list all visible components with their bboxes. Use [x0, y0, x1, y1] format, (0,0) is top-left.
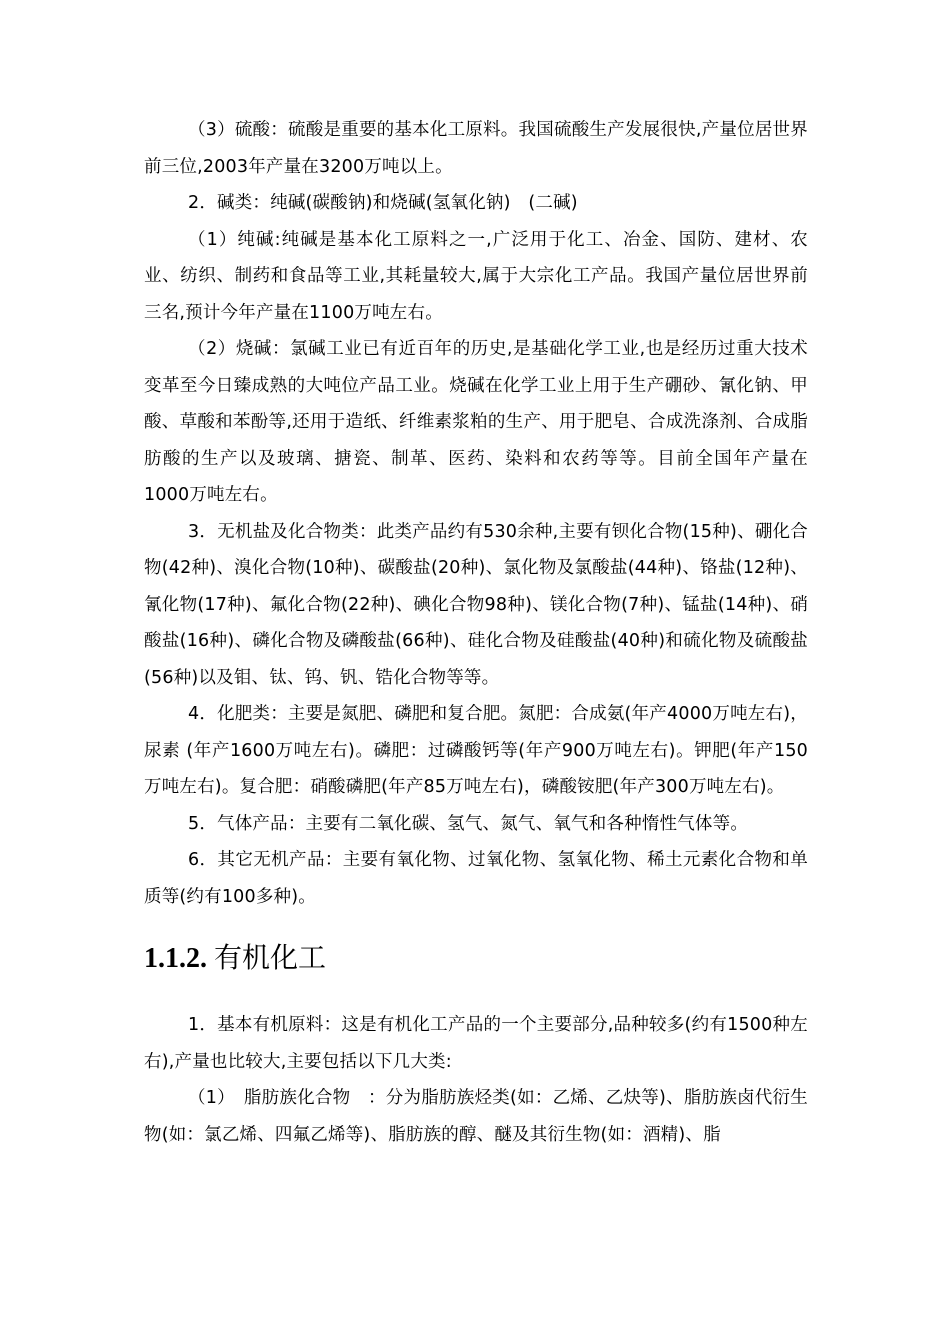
paragraph-inorganic-salts: 3．无机盐及化合物类：此类产品约有530余种,主要有钡化合物(15种)、硼化合物(42种)、溴化合物(10种)、碳酸盐(20种)、氯化物及氯酸盐(44种)、铬盐(12种)、氰化物(17种)、氟化合物(22种)、碘化合物98种)、镁化合物(7种)、锰盐(14种)、硝酸盐(16种)、磷化合物及磷酸盐(66种)、硅化合物及硅酸盐(40种)和硫化物及硫酸盐(56种)以及钼、钛、钨、钒、锆化合物等等。 [144, 521, 808, 688]
section-heading [144, 939, 808, 979]
paragraph-aliphatic: （1） 脂肪族化合物 ：分为脂肪族烃类(如：乙烯、乙炔等)、脂肪族卤代衍生物(如：氯乙烯、四氟乙烯等)、脂肪族的醇、醚及其衍生物(如：酒精)、脂 [144, 1088, 808, 1145]
section-number: 1.1.2. [144, 943, 207, 974]
paragraph-other-inorganic: 6．其它无机产品：主要有氧化物、过氧化物、氢氧化物、稀土元素化合物和单质等(约有100多种)。 [144, 850, 808, 907]
paragraph-soda-ash: （1）纯碱:纯碱是基本化工原料之一,广泛用于化工、冶金、国防、建材、农业、纺织、制药和食品等工业,其耗量较大,属于大宗化工产品。我国产量位居世界前三名,预计今年产量在1100万吨左右。 [144, 229, 808, 323]
paragraph-sulfuric-acid: （3）硫酸：硫酸是重要的基本化工原料。我国硫酸生产发展很快,产量位居世界前三位,2003年产量在3200万吨以上。 [144, 120, 808, 177]
paragraph-alkali-heading: 2．碱类：纯碱(碳酸钠)和烧碱(氢氧化钠) (二碱) [188, 193, 578, 213]
paragraph-caustic-soda: （2）烧碱：氯碱工业已有近百年的历史,是基础化学工业,也是经历过重大技术变革至今日臻成熟的大吨位产品工业。烧碱在化学工业上用于生产硼砂、氰化钠、甲酸、草酸和苯酚等,还用于造纸、纤维素浆粕的生产、用于肥皂、合成洗涤剂、合成脂肪酸的生产以及玻璃、搪瓷、制革、医药、染料和农药等等。目前全国年产量在1000万吨左右。 [144, 339, 808, 505]
paragraph-gas-products: 5．气体产品：主要有二氧化碳、氢气、氮气、氧气和各种惰性气体等。 [188, 813, 749, 834]
section-title: 有机化工 [214, 943, 327, 974]
paragraph-fertilizers: 4．化肥类：主要是氮肥、磷肥和复合肥。氮肥：合成氨(年产4000万吨左右)，尿素 (年产1600万吨左右)。磷肥：过磷酸钙等(年产900万吨左右)。钾肥(年产150万吨左右)。复合肥：硝酸磷肥(年产85万吨左右)，磷酸铵肥(年产300万吨左右)。 [144, 704, 808, 797]
document-page [144, 112, 808, 1153]
paragraph-basic-organic: 1．基本有机原料：这是有机化工产品的一个主要部分,品种较多(约有1500种左右),产量也比较大,主要包括以下几大类: [144, 1015, 808, 1072]
